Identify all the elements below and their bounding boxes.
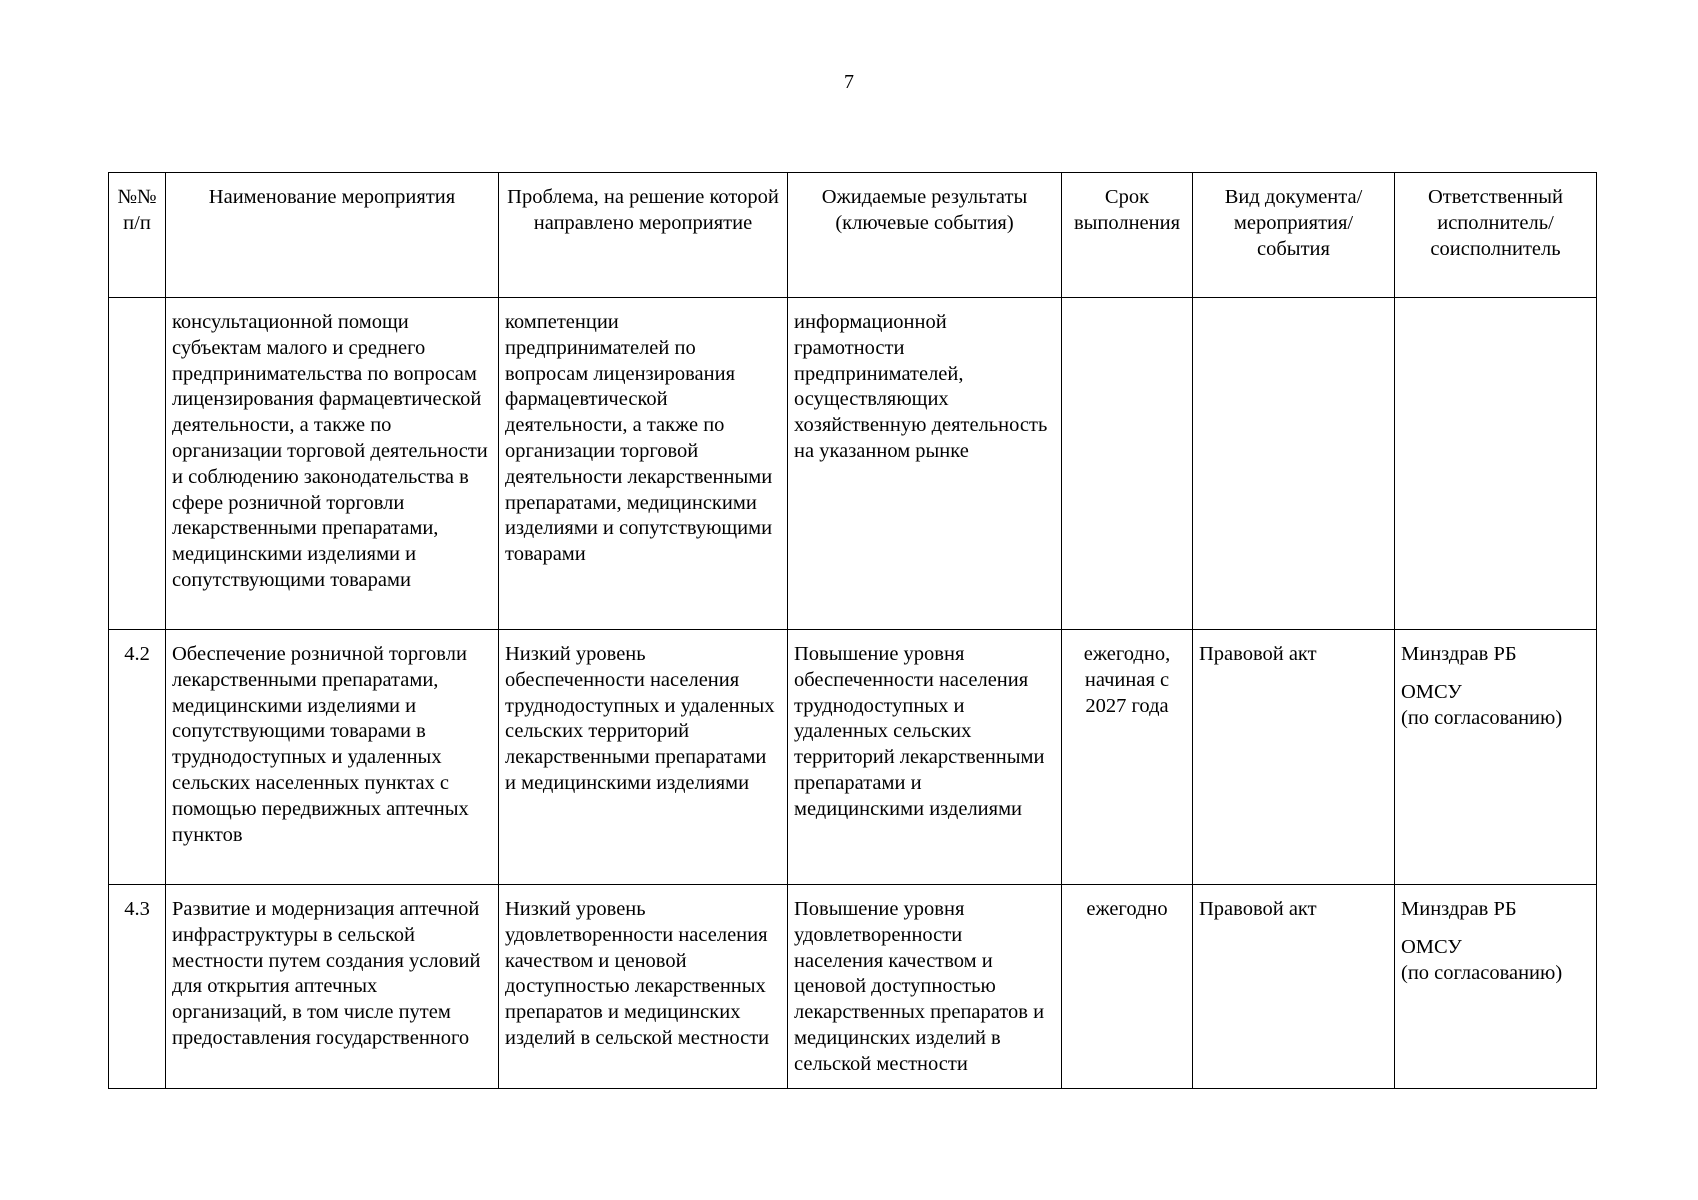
table-row: [109, 885, 1597, 1089]
row-number: 4.2: [109, 630, 166, 885]
executor-note: (по согласованию): [1401, 961, 1563, 984]
measure-problem: Низкий уровень обеспеченности населения труднодоступных и удаленных сельских территорий лекарственными препаратами и медицинскими изделиями: [499, 630, 788, 885]
measure-result: Повышение уровня обеспеченности населения труднодоступных и удаленных сельских территорий лекарственными препаратами и медицинскими изделиями: [788, 630, 1062, 885]
measure-result: Повышение уровня удовлетворенности населения качеством и ценовой доступностью лекарственных препаратов и медицинских изделий в сельской местности: [788, 885, 1062, 1089]
executor-primary: Минздрав РБ: [1401, 898, 1517, 920]
column-header-result: Ожидаемые результаты (ключевые события): [788, 173, 1062, 298]
executor-note: (по согласованию): [1401, 706, 1563, 729]
column-header-problem: Проблема, на решение которой направлено мероприятие: [499, 173, 788, 298]
measure-name: консультационной помощи субъектам малого и среднего предпринимательства по вопросам лицензирования фармацевтической деятельности, а также по организации торговой деятельности и соблюдению законодательства в сфере розничной торговли лекарственными препаратами, медицинскими изделиями и сопутствующими товарами: [166, 298, 499, 630]
measure-doc-type: Правовой акт: [1193, 885, 1395, 1089]
measure-executor: [1395, 630, 1597, 885]
measure-term: ежегодно, начиная с 2027 года: [1062, 630, 1193, 885]
executor-secondary: ОМСУ: [1401, 680, 1462, 703]
measure-term: [1062, 298, 1193, 630]
measures-table: [108, 172, 1597, 1089]
measure-problem: компетенции предпринимателей по вопросам лицензирования фармацевтической деятельности, а также по организации торговой деятельности лекарственными препаратами, медицинскими изделиями и сопутствующими товарами: [499, 298, 788, 630]
table-row: [109, 630, 1597, 885]
executor-secondary: ОМСУ: [1401, 935, 1462, 958]
measure-term: ежегодно: [1062, 885, 1193, 1089]
row-number: 4.3: [109, 885, 166, 1089]
table-row: [109, 298, 1597, 630]
row-number: [109, 298, 166, 630]
measure-name: Обеспечение розничной торговли лекарственными препаратами, медицинскими изделиями и сопутствующими товарами в труднодоступных и удаленных сельских населенных пунктах с помощью передвижных аптечных пунктов: [166, 630, 499, 885]
column-header-executor: Ответственный исполнитель/ соисполнитель: [1395, 173, 1597, 298]
column-header-number: №№ п/п: [109, 173, 166, 298]
measure-doc-type: [1193, 298, 1395, 630]
column-header-term: Срок выполнения: [1062, 173, 1193, 298]
page-number: 7: [844, 71, 854, 93]
column-header-name: Наименование мероприятия: [166, 173, 499, 298]
column-header-doc-type: Вид документа/ мероприятия/ события: [1193, 173, 1395, 298]
executor-primary: Минздрав РБ: [1401, 643, 1517, 665]
measure-result: информационной грамотности предпринимателей, осуществляющих хозяйственную деятельность на указанном рынке: [788, 298, 1062, 630]
measure-name: Развитие и модернизация аптечной инфраструктуры в сельской местности путем создания условий для открытия аптечных организаций, в том числе путем предоставления государственного: [166, 885, 499, 1089]
table-header-row: [109, 173, 1597, 298]
measure-doc-type: Правовой акт: [1193, 630, 1395, 885]
measure-executor: [1395, 885, 1597, 1089]
measure-problem: Низкий уровень удовлетворенности населения качеством и ценовой доступностью лекарственных препаратов и медицинских изделий в сельской местности: [499, 885, 788, 1089]
measure-executor: [1395, 298, 1597, 630]
